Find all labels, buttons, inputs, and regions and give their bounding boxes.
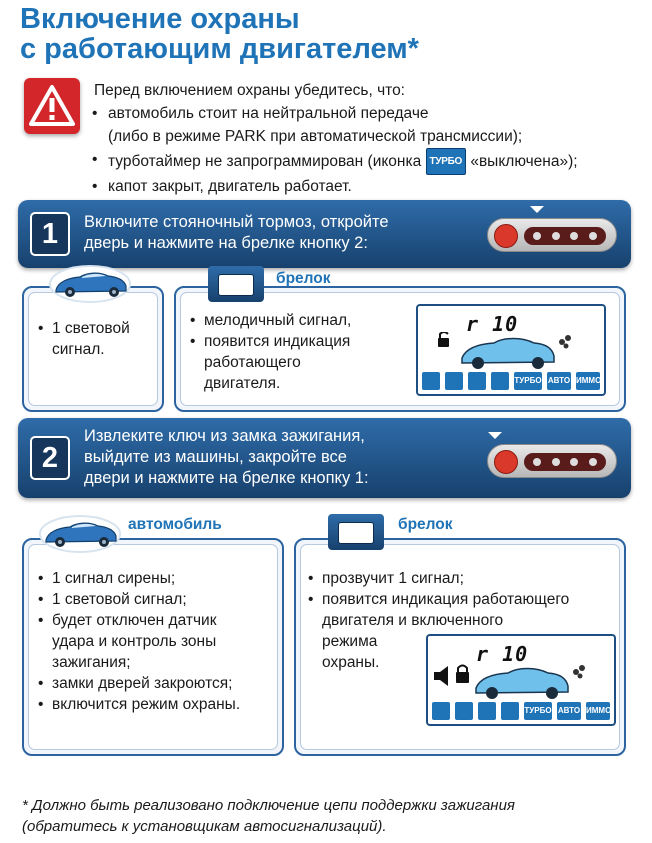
footnote-line2: (обратитесь к установщикам автосигнализаций). — [22, 818, 387, 835]
intro-turbo-text-pre: турботаймер не запрограммирован (иконка — [108, 153, 426, 170]
fob-button-indicator-icon — [488, 432, 502, 439]
step-2-fob-bullet1: • прозвучит 1 сигнал; — [308, 568, 569, 589]
step-2-fob-bullet2-cont1: двигателя и включенного — [322, 612, 504, 629]
step-2-lcd-display — [426, 634, 616, 726]
step-2-banner — [18, 418, 631, 498]
intro-bullet-neutral-cont: (либо в режиме PARK при автоматической трансмиссии); — [108, 128, 523, 145]
page-title-line1: Включение охраны — [20, 3, 300, 35]
step-2-line2: выйдите из машины, закройте все — [84, 448, 347, 466]
page-title — [20, 4, 620, 64]
lcd-turbo-label: ТУРБО — [524, 702, 552, 720]
step-2-text — [84, 426, 464, 489]
lcd-auto-label: АВТО — [557, 702, 581, 720]
step-2-fob-bullet2: • появится индикация работающего — [308, 589, 569, 610]
keyfob-main-button-icon — [494, 450, 518, 474]
lcd-status-bar — [422, 372, 600, 390]
step-1-line1: Включите стояночный тормоз, откройте — [84, 213, 389, 231]
step-2-fob-bullet2-cont3: охраны. — [322, 654, 380, 671]
keyfob-buttons-icon — [487, 218, 617, 252]
step-1-fob-panel — [174, 286, 626, 412]
lcd-digits: r 10 — [466, 312, 519, 336]
engine-icon — [478, 702, 496, 720]
keyfob-main-button-icon — [494, 224, 518, 248]
alarm-clock-icon — [432, 702, 450, 720]
step-2-car-item: • 1 световой сигнал; — [38, 589, 240, 610]
keyfob-icon — [208, 266, 264, 302]
step-2-fob-label: брелок — [398, 516, 453, 533]
page-title-line2: с работающим двигателем* — [20, 33, 419, 65]
intro-lead: Перед включением охраны убедитесь, что: — [94, 82, 405, 99]
keyfob-arrow-buttons-icon — [524, 453, 606, 471]
lcd-siren-lock-car-icon — [432, 662, 602, 702]
step-2-fob-panel — [294, 538, 626, 756]
fob-button-indicator-icon — [530, 206, 544, 213]
engine-icon — [468, 372, 486, 390]
step-2-car-item-cont: зажигания; — [52, 654, 131, 671]
keyfob-icon — [328, 514, 384, 550]
key-icon — [501, 702, 519, 720]
turbo-icon: ТУРБО — [426, 148, 466, 175]
car-icon — [48, 264, 132, 304]
step-1-fob-bullet2: • появится индикация — [190, 331, 351, 352]
step-2-car-label: автомобиль — [128, 516, 222, 533]
step-2-fob-bullet2-cont2: режима — [322, 633, 378, 650]
step-1-car-panel — [22, 286, 164, 412]
hourglass-icon — [455, 702, 473, 720]
step-2-car-item: • будет отключен датчик — [38, 610, 240, 631]
step-2-car-panel — [22, 538, 284, 756]
lcd-immo-label: ИММО — [586, 702, 610, 720]
step-1-text — [84, 212, 464, 254]
step-1-fob-bullet2-cont1: работающего — [204, 354, 301, 371]
step-2-car-item: • включится режим охраны. — [38, 694, 240, 715]
keyfob-buttons-icon — [487, 444, 617, 478]
intro-bullet-neutral: • автомобиль стоит на нейтральной передаче — [94, 102, 642, 125]
step-1-line2: дверь и нажмите на брелке кнопку 2: — [84, 234, 368, 252]
hourglass-icon — [445, 372, 463, 390]
warning-icon — [24, 78, 80, 134]
intro-bullet-turbo — [94, 148, 642, 175]
step-2-line1: Извлеките ключ из замка зажигания, — [84, 427, 365, 445]
step-1-banner — [18, 200, 631, 268]
footnote-line1: * Должно быть реализовано подключение цепи поддержки зажигания — [22, 797, 515, 814]
intro-turbo-text-post: «выключена»); — [466, 153, 578, 170]
step-2-line3: двери и нажмите на брелке кнопку 1: — [84, 469, 369, 487]
lcd-turbo-label: ТУРБО — [514, 372, 542, 390]
lcd-car-engine-icon — [438, 332, 588, 372]
lcd-status-bar — [432, 702, 610, 720]
step-2-car-item: • 1 сигнал сирены; — [38, 568, 240, 589]
step-2-car-item: • замки дверей закроются; — [38, 673, 240, 694]
step-2-car-item-cont: удара и контроль зоны — [52, 633, 217, 650]
intro-block — [94, 79, 642, 198]
step-1-number: 1 — [30, 212, 70, 256]
alarm-clock-icon — [422, 372, 440, 390]
lcd-immo-label: ИММО — [576, 372, 600, 390]
step-1-fob-bullet2-cont2: двигателя. — [204, 375, 281, 392]
lcd-auto-label: АВТО — [547, 372, 571, 390]
step-1-fob-bullet1: • мелодичный сигнал, — [190, 310, 351, 331]
step-2-number: 2 — [30, 436, 70, 480]
step-1-car-bullet: • 1 световой — [38, 318, 130, 339]
step-1-car-bullet-cont: сигнал. — [52, 341, 105, 358]
footnote — [22, 795, 642, 837]
step-1-fob-label: брелок — [276, 270, 331, 287]
car-icon — [38, 514, 122, 554]
step-1-lcd-display — [416, 304, 606, 396]
lcd-digits: r 10 — [476, 642, 529, 666]
key-icon — [491, 372, 509, 390]
intro-bullet-hood: • капот закрыт, двигатель работает. — [94, 175, 642, 198]
keyfob-arrow-buttons-icon — [524, 227, 606, 245]
